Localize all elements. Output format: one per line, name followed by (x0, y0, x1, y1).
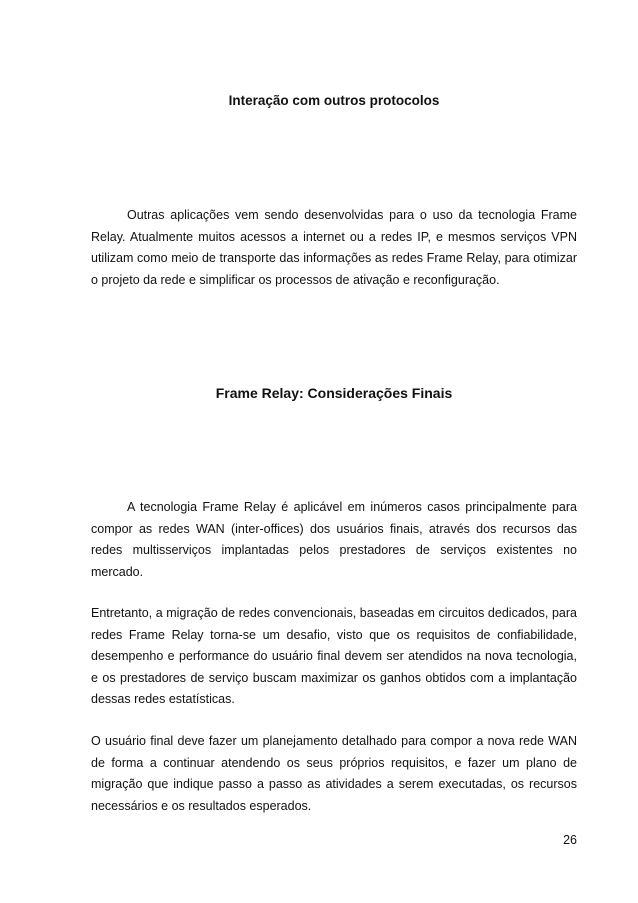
paragraph-consideracoes-1: A tecnologia Frame Relay é aplicável em inúmeros casos principalmente para compor as redes WAN (inter-offices) dos usuários finais, através dos recursos das redes multisserviços implantadas pelos prestadores de serviços existentes no mercado. (91, 500, 577, 579)
paragraph-consideracoes-2: Entretanto, a migração de redes convencionais, baseadas em circuitos dedicados, para redes Frame Relay torna-se um desafio, visto que os requisitos de confiabilidade, desempenho e performance do usuário final devem ser atendidos na nova tecnologia, e os prestadores de serviço buscam maximizar os ganhos obtidos com a implantação dessas redes estatísticas. (91, 606, 577, 706)
paragraph-interacao: Outras aplicações vem sendo desenvolvidas para o uso da tecnologia Frame Relay. Atualmente muitos acessos a internet ou a redes IP, e mesmos serviços VPN utilizam como meio de transporte das informações as redes Frame Relay, para otimizar o projeto da rede e simplificar os processos de ativação e reconfiguração. (91, 208, 577, 287)
section-heading-interacao: Interação com outros protocolos (228, 93, 440, 108)
paragraph-consideracoes-3: O usuário final deve fazer um planejamento detalhado para compor a nova rede WAN de forma a continuar atendendo os seus próprios requisitos, e fazer um plano de migração que indique passo a passo as atividades a serem executadas, os recursos necessários e os resultados esperados. (91, 734, 577, 813)
page-number: 26 (563, 833, 577, 847)
section-heading-consideracoes-finais: Frame Relay: Considerações Finais (215, 385, 453, 401)
